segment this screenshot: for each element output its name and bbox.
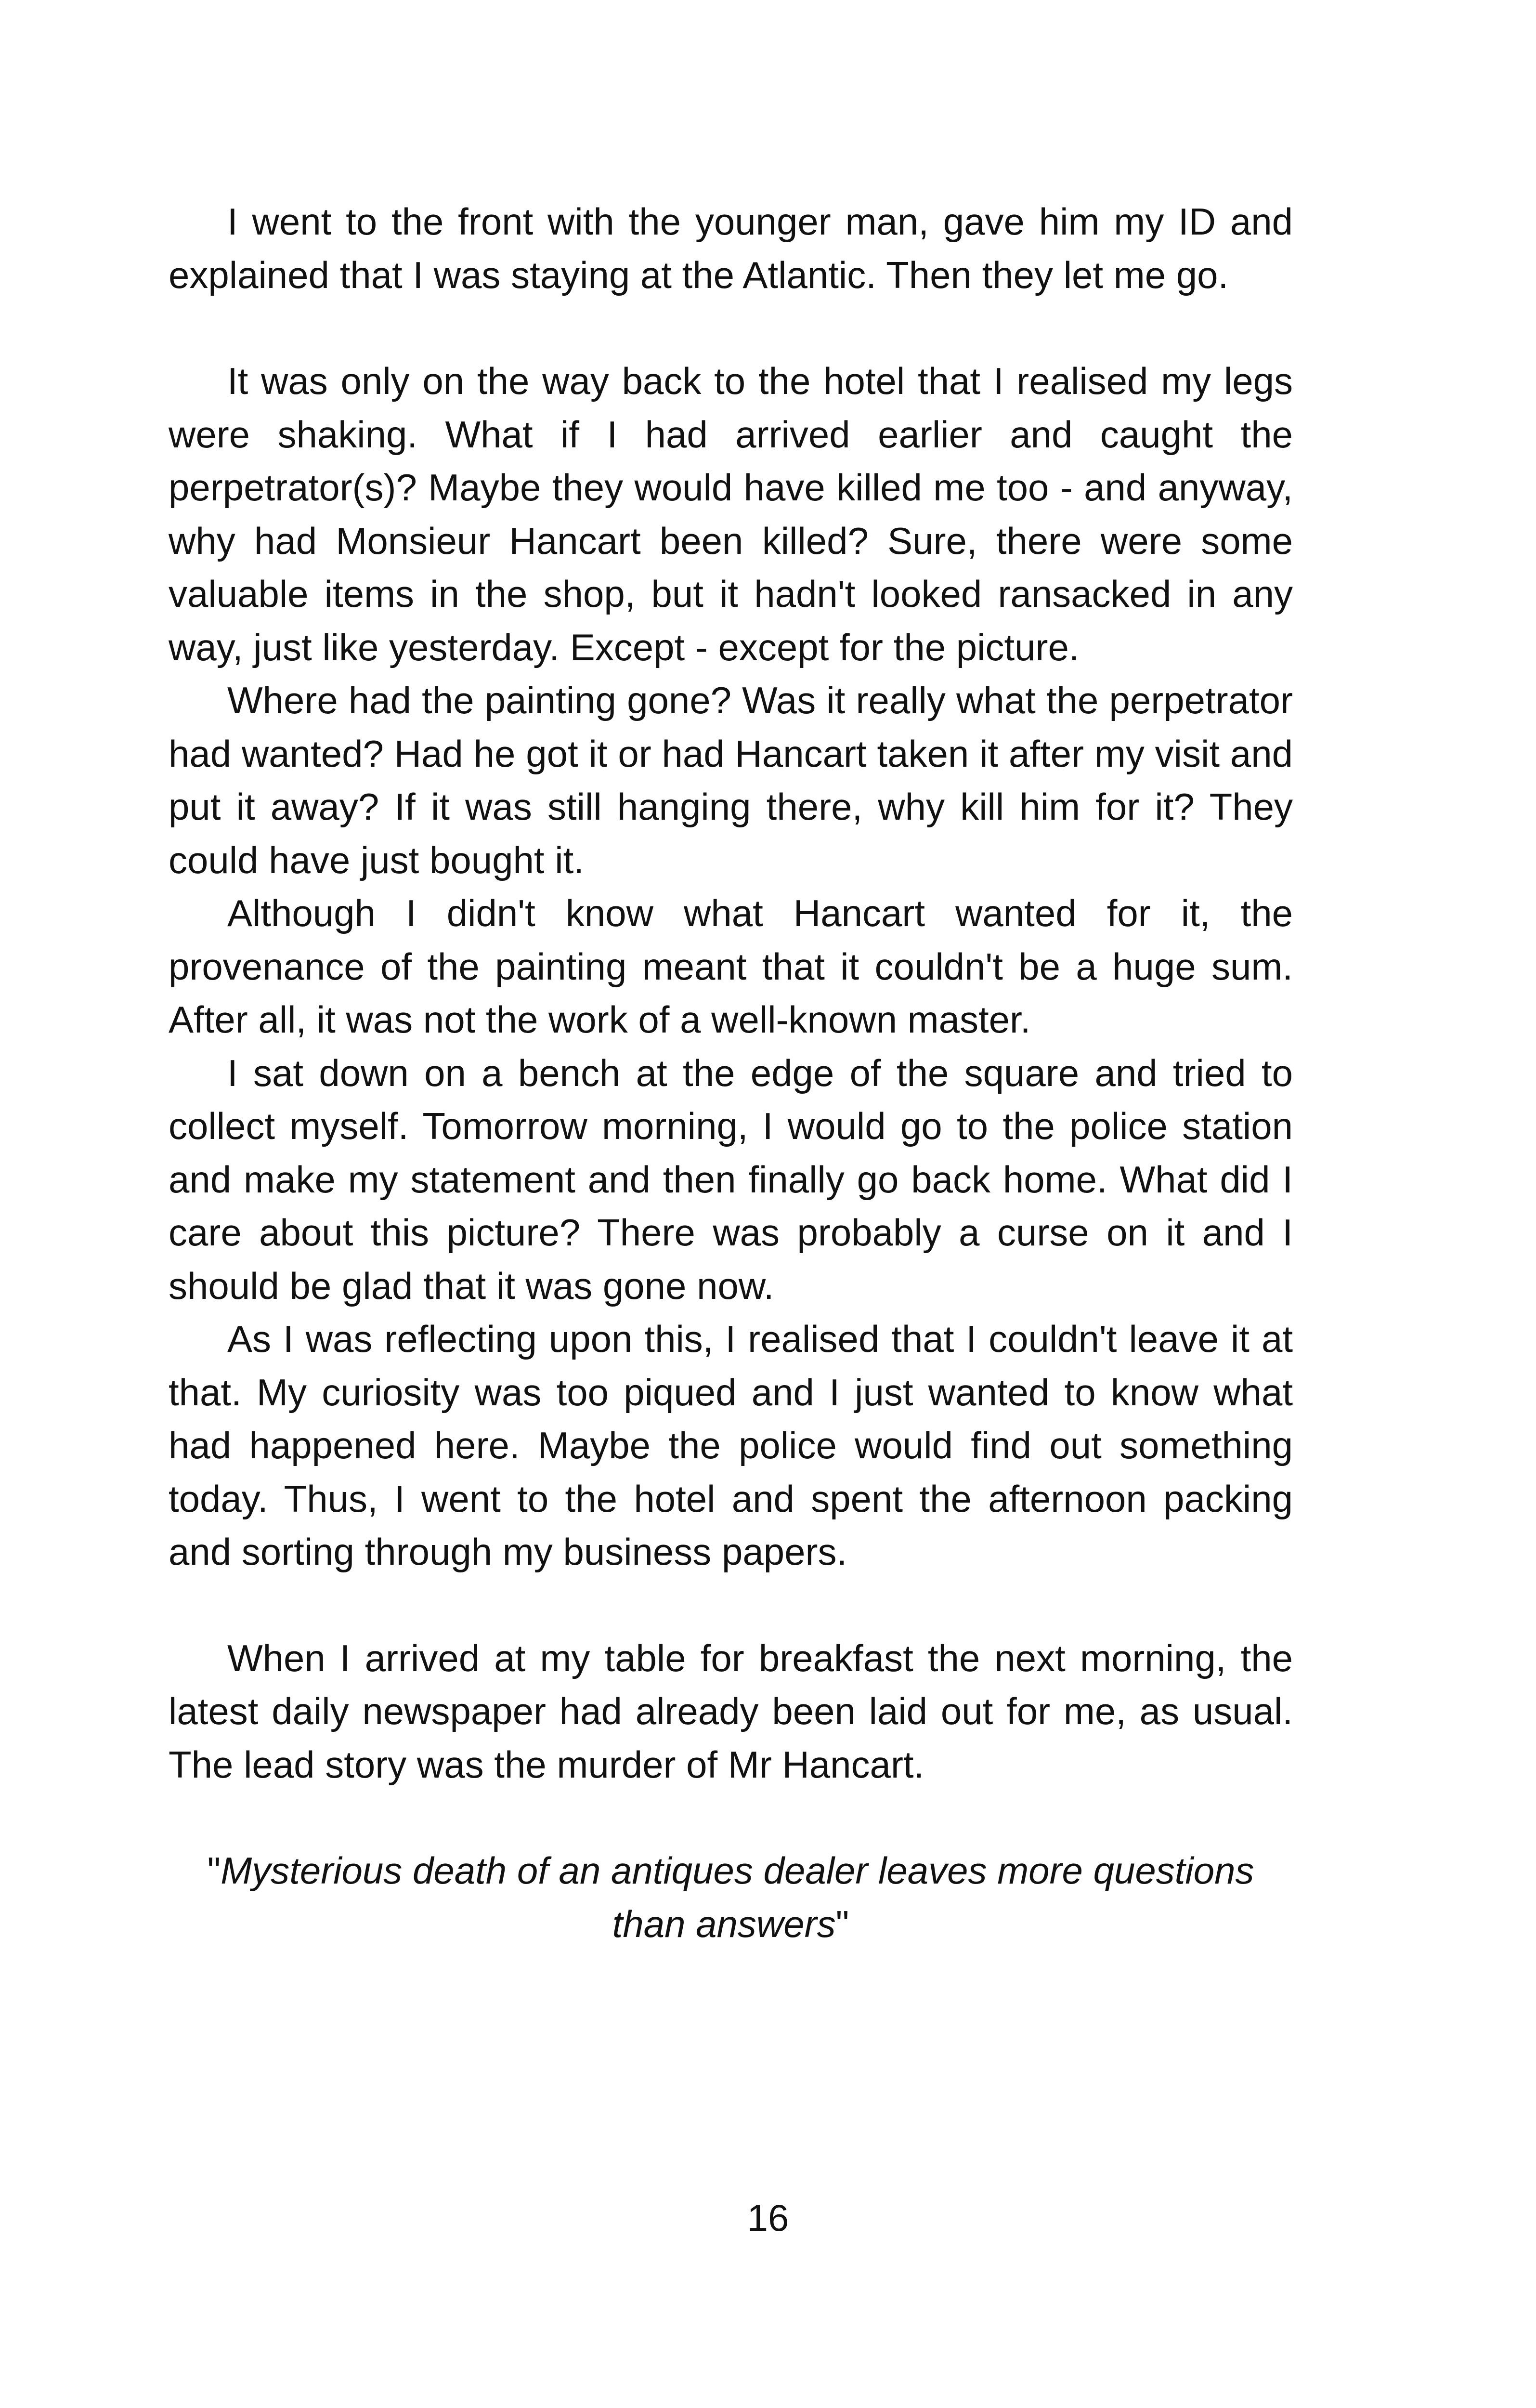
headline-close-quote: " [835, 1902, 849, 1945]
paragraph: I sat down on a bench at the edge of the square and tried to collect myself. Tomorrow morning, I would go to the police station and make my statement and then finally go back home. What did I care about this picture? There was probably a curse on it and I should be glad that it was gone now. [169, 1051, 1293, 1307]
body-text [169, 195, 1293, 1950]
paragraph: I went to the front with the younger man, gave him my ID and explained that I was staying at the Atlantic. Then they let me go. [169, 200, 1293, 296]
paragraph: Where had the painting gone? Was it really what the perpetrator had wanted? Had he got it or had Hancart taken it after my visit and put it away? If it was still hanging there, why kill him for it? They could have just bought it. [169, 679, 1293, 881]
paragraph: As I was reflecting upon this, I realised that I couldn't leave it at that. My curiosity was too piqued and I just wanted to know what had happened here. Maybe the police would find out something today. Thus, I went to the hotel and spent the afternoon packing and sorting through my business papers. [169, 1318, 1293, 1573]
paragraph: It was only on the way back to the hotel that I realised my legs were shaking. What if I had arrived earlier and caught the perpetrator(s)? Maybe they would have killed me too - and anyway, why had Monsieur Hancart been killed? Sure, there were some valuable items in the shop, but it hadn't looked ransacked in any way, just like yesterday. Except - except for the picture. [169, 360, 1293, 668]
section-break [169, 1579, 1293, 1632]
newspaper-headline [169, 1844, 1293, 1950]
paragraph: When I arrived at my table for breakfast the next morning, the latest daily newspaper had already been laid out for me, as usual. The lead story was the murder of Mr Hancart. [169, 1636, 1293, 1786]
paragraph: Although I didn't know what Hancart wanted for it, the provenance of the painting meant that it couldn't be a huge sum. After all, it was not the work of a well-known master. [169, 892, 1293, 1041]
headline-open-quote: " [207, 1849, 221, 1892]
headline-text: Mysterious death of an antiques dealer leaves more questions than answers [221, 1849, 1254, 1945]
page-number: 16 [747, 2197, 789, 2239]
spacer [169, 1791, 1293, 1844]
section-break [169, 301, 1293, 354]
